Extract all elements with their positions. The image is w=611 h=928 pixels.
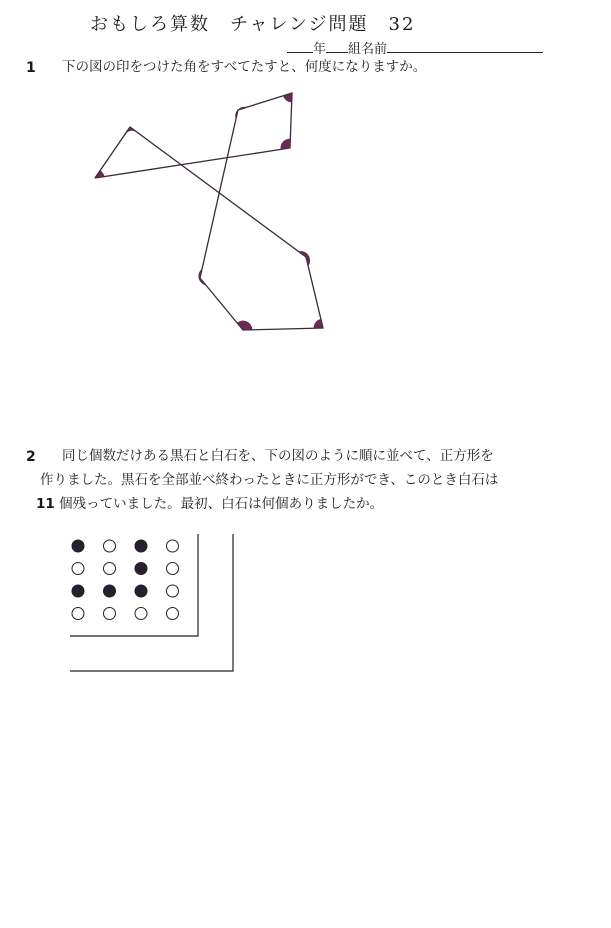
year-label: 年 (313, 42, 327, 57)
square-guides (70, 534, 233, 671)
white-stone (167, 608, 179, 620)
angle-mark (314, 319, 323, 328)
angle-mark (281, 139, 290, 149)
stone-grid-figure (60, 530, 260, 680)
black-stone (135, 585, 147, 597)
angle-mark (237, 321, 252, 330)
question-1-number: 1 (26, 60, 36, 76)
class-blank[interactable] (326, 40, 348, 53)
inner-square-guide (70, 534, 198, 636)
class-name-label: 組名前 (348, 42, 388, 57)
page-title: おもしろ算数 チャレンジ問題 32 (90, 14, 416, 35)
white-stone (167, 585, 179, 597)
year-blank[interactable] (287, 40, 313, 53)
question-2-line-2: 作りました。黒石を全部並べ終わったときに正方形ができ、このとき白石は (40, 472, 499, 488)
white-stone (167, 540, 179, 552)
black-stone (72, 540, 84, 552)
black-stone (135, 540, 147, 552)
white-stone (104, 608, 116, 620)
black-stone (72, 585, 84, 597)
angle-mark (299, 251, 310, 265)
white-stone (72, 563, 84, 575)
name-blank[interactable] (387, 40, 543, 53)
angle-mark (236, 107, 247, 119)
white-stone (167, 563, 179, 575)
angle-mark (199, 269, 206, 285)
angle-mark (283, 93, 292, 102)
angle-figure (85, 80, 345, 340)
angle-marks (95, 93, 323, 330)
question-2-line-3 (36, 492, 383, 516)
stone-grid (72, 540, 179, 620)
white-stone (72, 608, 84, 620)
white-stone (104, 563, 116, 575)
angle-mark (95, 171, 104, 178)
question-2-line-1: 同じ個数だけある黒石と白石を、下の図のように順に並べて、正方形を (62, 448, 494, 464)
question-2-line-3-rest: 個残っていました。最初、白石は何個ありましたか。 (59, 496, 384, 512)
white-stone (135, 608, 147, 620)
question-2-number: 2 (26, 449, 36, 465)
white-stone (104, 540, 116, 552)
question-1-text: 下の図の印をつけた角をすべてたすと、何度になりますか。 (62, 59, 427, 75)
outer-square-guide (70, 534, 233, 671)
black-stone (135, 563, 147, 575)
black-stone (104, 585, 116, 597)
remaining-count: 11 (36, 496, 55, 512)
